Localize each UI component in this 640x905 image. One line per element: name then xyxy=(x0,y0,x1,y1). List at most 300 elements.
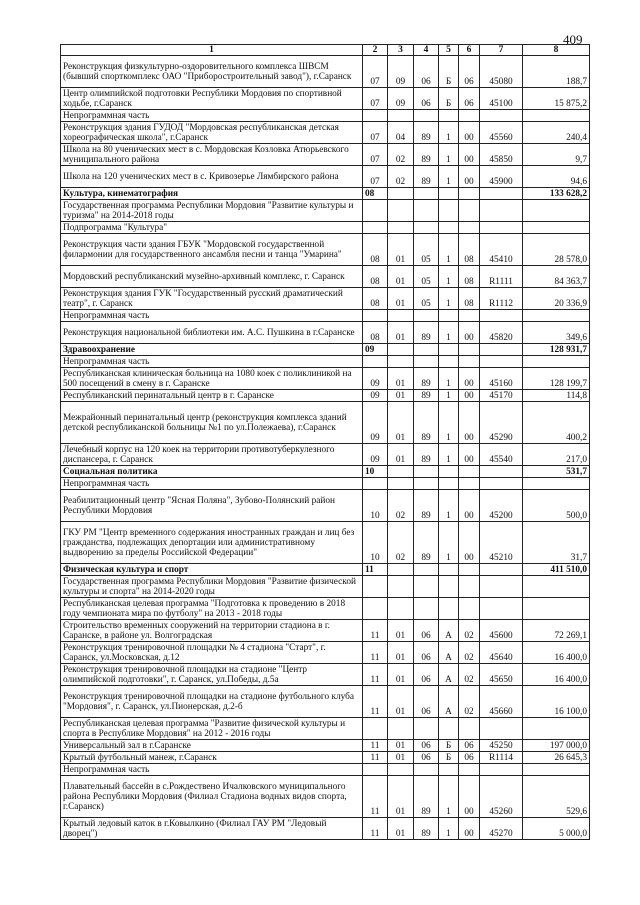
subprogram-code: 1 xyxy=(439,266,459,288)
subprogram-code xyxy=(439,356,459,368)
direction-code: 06 xyxy=(459,56,480,88)
subsection-code: 02 xyxy=(388,166,414,188)
direction-code: 00 xyxy=(459,322,480,344)
section-code xyxy=(363,222,388,234)
amount: 15 875,2 xyxy=(523,88,590,110)
section-code: 11 xyxy=(363,620,388,642)
target-code: 45850 xyxy=(480,144,523,166)
subsection-code xyxy=(388,576,414,598)
target-code xyxy=(480,200,523,222)
subsection-code: 01 xyxy=(388,740,414,752)
section-code xyxy=(363,110,388,122)
section-code: 09 xyxy=(363,402,388,444)
item-name: Крытый футбольный манеж, г.Саранск xyxy=(61,752,363,764)
subsection-code: 01 xyxy=(388,390,414,402)
table-row xyxy=(61,718,590,740)
target-code: 45290 xyxy=(480,402,523,444)
amount: 128 199,7 xyxy=(523,368,590,390)
program-code: 89 xyxy=(414,390,439,402)
subsection-code xyxy=(388,598,414,620)
section-code xyxy=(363,718,388,740)
section-code xyxy=(363,478,388,490)
target-code xyxy=(480,356,523,368)
section-row xyxy=(61,564,590,576)
amount: 72 269,1 xyxy=(523,620,590,642)
table-row xyxy=(61,642,590,664)
program-code: 89 xyxy=(414,490,439,522)
subprogram-code: 1 xyxy=(439,166,459,188)
item-name: Непрограммная часть xyxy=(61,356,363,368)
item-name: Реконструкция здания ГУДОД "Мордовская республиканская детская хореографическая школа", г.Саранск xyxy=(61,122,363,144)
program-code: 06 xyxy=(414,686,439,718)
direction-code xyxy=(459,718,480,740)
subprogram-code: 1 xyxy=(439,818,459,840)
program-code xyxy=(414,110,439,122)
section-code: 11 xyxy=(363,642,388,664)
amount: 400,2 xyxy=(523,402,590,444)
subsection-code xyxy=(388,478,414,490)
subsection-code xyxy=(388,466,414,478)
subprogram-code: 1 xyxy=(439,322,459,344)
table-row xyxy=(61,444,590,466)
item-name: Непрограммная часть xyxy=(61,764,363,776)
target-code xyxy=(480,344,523,356)
table-row xyxy=(61,222,590,234)
subsection-code: 01 xyxy=(388,818,414,840)
section-code: 07 xyxy=(363,122,388,144)
program-code xyxy=(414,188,439,200)
program-code: 06 xyxy=(414,752,439,764)
direction-code: 00 xyxy=(459,368,480,390)
item-name: Центр олимпийской подготовки Республики Мордовия по спортивной ходьбе, г.Саранск xyxy=(61,88,363,110)
amount: 500,0 xyxy=(523,490,590,522)
target-code: 45080 xyxy=(480,56,523,88)
column-header: 7 xyxy=(480,45,523,56)
subprogram-code: Б xyxy=(439,56,459,88)
section-code: 07 xyxy=(363,88,388,110)
table-row xyxy=(61,322,590,344)
section-code: 11 xyxy=(363,776,388,818)
item-name: Республиканская целевая программа "Развитие физической культуры и спорта в Республике Мордовия" на 2012 - 2016 годы xyxy=(61,718,363,740)
table-row xyxy=(61,402,590,444)
subsection-code: 09 xyxy=(388,56,414,88)
section-code: 08 xyxy=(363,322,388,344)
program-code: 89 xyxy=(414,166,439,188)
subprogram-code: А xyxy=(439,642,459,664)
amount: 114,8 xyxy=(523,390,590,402)
section-row xyxy=(61,188,590,200)
subprogram-code: 1 xyxy=(439,490,459,522)
section-code: 09 xyxy=(363,344,388,356)
table-body xyxy=(61,56,590,840)
subsection-code: 01 xyxy=(388,686,414,718)
table-row xyxy=(61,368,590,390)
table-row xyxy=(61,234,590,266)
target-code: 45560 xyxy=(480,122,523,144)
amount: 94,6 xyxy=(523,166,590,188)
program-code: 05 xyxy=(414,234,439,266)
direction-code xyxy=(459,564,480,576)
direction-code xyxy=(459,188,480,200)
amount: 16 400,0 xyxy=(523,642,590,664)
program-code xyxy=(414,576,439,598)
direction-code: 00 xyxy=(459,122,480,144)
subsection-code xyxy=(388,200,414,222)
amount: 5 000,0 xyxy=(523,818,590,840)
item-name: Лечебный корпус на 120 коек на территории противотуберкулезного диспансера, г. Саранск xyxy=(61,444,363,466)
target-code: R1112 xyxy=(480,288,523,310)
target-code xyxy=(480,222,523,234)
subprogram-code xyxy=(439,598,459,620)
amount: 349,6 xyxy=(523,322,590,344)
item-name: Культура, кинематография xyxy=(61,188,363,200)
program-code xyxy=(414,764,439,776)
direction-code: 08 xyxy=(459,234,480,266)
amount xyxy=(523,718,590,740)
direction-code: 00 xyxy=(459,444,480,466)
subsection-code xyxy=(388,764,414,776)
table-row xyxy=(61,752,590,764)
program-code: 06 xyxy=(414,664,439,686)
direction-code xyxy=(459,466,480,478)
item-name: Межрайонный перинатальный центр (реконструкция комплекса зданий детской республиканской больницы №1 по ул.Полежаева), г.Саранск xyxy=(61,402,363,444)
section-code: 09 xyxy=(363,368,388,390)
amount: 26 645,3 xyxy=(523,752,590,764)
item-name: Школа на 120 ученических мест в с. Кривозерье Лямбирского района xyxy=(61,166,363,188)
program-code: 89 xyxy=(414,402,439,444)
target-code xyxy=(480,466,523,478)
target-code: 45900 xyxy=(480,166,523,188)
subsection-code xyxy=(388,718,414,740)
program-code: 06 xyxy=(414,642,439,664)
target-code: R1111 xyxy=(480,266,523,288)
section-code: 11 xyxy=(363,664,388,686)
section-code: 11 xyxy=(363,752,388,764)
subprogram-code: Б xyxy=(439,752,459,764)
target-code xyxy=(480,310,523,322)
program-code: 89 xyxy=(414,122,439,144)
section-code: 10 xyxy=(363,522,388,564)
target-code xyxy=(480,478,523,490)
item-name: Подпрограмма "Культура" xyxy=(61,222,363,234)
table-row xyxy=(61,522,590,564)
table-row xyxy=(61,818,590,840)
subsection-code: 01 xyxy=(388,620,414,642)
subsection-code xyxy=(388,188,414,200)
item-name: Непрограммная часть xyxy=(61,110,363,122)
subprogram-code xyxy=(439,576,459,598)
table-row xyxy=(61,56,590,88)
program-code: 05 xyxy=(414,266,439,288)
item-name: Республиканская клиническая больница на 1080 коек с поликлиникой на 500 посещений в смену в г. Саранске xyxy=(61,368,363,390)
section-code: 11 xyxy=(363,740,388,752)
direction-code xyxy=(459,200,480,222)
section-code: 10 xyxy=(363,490,388,522)
target-code: 45210 xyxy=(480,522,523,564)
section-code: 11 xyxy=(363,818,388,840)
amount: 84 363,7 xyxy=(523,266,590,288)
table-row xyxy=(61,598,590,620)
direction-code: 08 xyxy=(459,266,480,288)
subsection-code: 01 xyxy=(388,322,414,344)
item-name: Реабилитационный центр "Ясная Поляна", Зубово-Полянский район Республики Мордовия xyxy=(61,490,363,522)
subprogram-code: 1 xyxy=(439,522,459,564)
subprogram-code: А xyxy=(439,686,459,718)
amount: 28 578,0 xyxy=(523,234,590,266)
column-header: 2 xyxy=(363,45,388,56)
program-code: 89 xyxy=(414,144,439,166)
page-number: 409 xyxy=(563,32,583,47)
item-name: Непрограммная часть xyxy=(61,310,363,322)
item-name: Крытый ледовый каток в г.Ковылкино (Филиал ГАУ РМ "Ледовый дворец") xyxy=(61,818,363,840)
program-code xyxy=(414,598,439,620)
section-code: 08 xyxy=(363,266,388,288)
target-code: 45200 xyxy=(480,490,523,522)
direction-code xyxy=(459,344,480,356)
subprogram-code: А xyxy=(439,620,459,642)
subsection-code: 02 xyxy=(388,144,414,166)
amount xyxy=(523,764,590,776)
amount: 529,6 xyxy=(523,776,590,818)
direction-code: 08 xyxy=(459,288,480,310)
direction-code: 02 xyxy=(459,664,480,686)
item-name: Реконструкция части здания ГБУК "Мордовской государственной филармонии для государственного ансамбля песни и танца "Умарина" xyxy=(61,234,363,266)
amount: 20 336,9 xyxy=(523,288,590,310)
item-name: Социальная политика xyxy=(61,466,363,478)
subprogram-code xyxy=(439,344,459,356)
item-name: ГКУ РМ "Центр временного содержания иностранных граждан и лиц без гражданства, подлежащих депортации или административному выдворению за пределы Российской Федерации" xyxy=(61,522,363,564)
direction-code xyxy=(459,478,480,490)
target-code: 45650 xyxy=(480,664,523,686)
direction-code: 00 xyxy=(459,390,480,402)
item-name: Реконструкция тренировочной площадки № 4 стадиона "Старт", г. Саранск, ул.Московская, д.12 xyxy=(61,642,363,664)
amount: 217,0 xyxy=(523,444,590,466)
item-name: Реконструкция здания ГУК "Государственный русский драматический театр", г. Саранск xyxy=(61,288,363,310)
target-code: 45540 xyxy=(480,444,523,466)
budget-table xyxy=(60,44,590,840)
target-code xyxy=(480,564,523,576)
target-code xyxy=(480,576,523,598)
program-code xyxy=(414,310,439,322)
subprogram-code: 1 xyxy=(439,776,459,818)
item-name: Государственная программа Республики Мордовия "Развитие культуры и туризма" на 2014-2018 годы xyxy=(61,200,363,222)
section-code: 10 xyxy=(363,466,388,478)
program-code: 06 xyxy=(414,740,439,752)
column-header: 3 xyxy=(388,45,414,56)
amount xyxy=(523,200,590,222)
item-name: Школа на 80 ученических мест в с. Мордовская Козловка Атюрьевского муниципального района xyxy=(61,144,363,166)
direction-code: 00 xyxy=(459,166,480,188)
program-code: 05 xyxy=(414,288,439,310)
direction-code xyxy=(459,598,480,620)
target-code: 45100 xyxy=(480,88,523,110)
item-name: Реконструкция тренировочной площадки на стадионе футбольного клуба "Мордовия", г. Саранск, ул.Пионерская, д.2-б xyxy=(61,686,363,718)
direction-code: 00 xyxy=(459,818,480,840)
direction-code xyxy=(459,356,480,368)
subsection-code: 01 xyxy=(388,444,414,466)
section-row xyxy=(61,344,590,356)
section-code: 08 xyxy=(363,288,388,310)
target-code: 45820 xyxy=(480,322,523,344)
amount: 9,7 xyxy=(523,144,590,166)
amount xyxy=(523,478,590,490)
target-code: 45270 xyxy=(480,818,523,840)
subprogram-code xyxy=(439,564,459,576)
program-code: 89 xyxy=(414,522,439,564)
table-row xyxy=(61,110,590,122)
table-row xyxy=(61,686,590,718)
amount xyxy=(523,222,590,234)
item-name: Строительство временных сооружений на территории стадиона в г. Саранске, в районе ул. Волгоградская xyxy=(61,620,363,642)
program-code xyxy=(414,356,439,368)
amount: 411 510,0 xyxy=(523,564,590,576)
amount: 133 628,2 xyxy=(523,188,590,200)
table-row xyxy=(61,266,590,288)
table-row xyxy=(61,478,590,490)
table-row xyxy=(61,200,590,222)
subprogram-code xyxy=(439,466,459,478)
subprogram-code xyxy=(439,764,459,776)
direction-code: 00 xyxy=(459,144,480,166)
subprogram-code: Б xyxy=(439,740,459,752)
column-header: 8 xyxy=(523,45,590,56)
direction-code xyxy=(459,764,480,776)
target-code xyxy=(480,718,523,740)
subprogram-code: 1 xyxy=(439,144,459,166)
subprogram-code: 1 xyxy=(439,288,459,310)
subprogram-code xyxy=(439,478,459,490)
item-name: Мордовский республиканский музейно-архивный комплекс, г. Саранск xyxy=(61,266,363,288)
program-code: 06 xyxy=(414,56,439,88)
subprogram-code: 1 xyxy=(439,122,459,144)
direction-code: 00 xyxy=(459,490,480,522)
program-code: 06 xyxy=(414,88,439,110)
section-code xyxy=(363,310,388,322)
target-code: 45410 xyxy=(480,234,523,266)
subsection-code: 01 xyxy=(388,776,414,818)
section-code xyxy=(363,598,388,620)
subprogram-code xyxy=(439,310,459,322)
section-code xyxy=(363,576,388,598)
section-code: 08 xyxy=(363,188,388,200)
direction-code xyxy=(459,110,480,122)
subsection-code xyxy=(388,310,414,322)
table-row xyxy=(61,390,590,402)
subsection-code: 01 xyxy=(388,234,414,266)
table-row xyxy=(61,776,590,818)
target-code: 45170 xyxy=(480,390,523,402)
subsection-code: 01 xyxy=(388,288,414,310)
subprogram-code: 1 xyxy=(439,444,459,466)
direction-code: 00 xyxy=(459,776,480,818)
target-code xyxy=(480,110,523,122)
subprogram-code: А xyxy=(439,664,459,686)
target-code xyxy=(480,188,523,200)
table-row xyxy=(61,288,590,310)
subsection-code: 02 xyxy=(388,522,414,564)
table-row xyxy=(61,310,590,322)
section-code: 09 xyxy=(363,444,388,466)
target-code: 45260 xyxy=(480,776,523,818)
subsection-code: 01 xyxy=(388,642,414,664)
target-code: 45600 xyxy=(480,620,523,642)
target-code xyxy=(480,598,523,620)
program-code xyxy=(414,466,439,478)
program-code: 06 xyxy=(414,620,439,642)
table-row xyxy=(61,144,590,166)
program-code xyxy=(414,564,439,576)
subsection-code: 01 xyxy=(388,402,414,444)
item-name: Реконструкция национальной библиотеки им. А.С. Пушкина в г.Саранске xyxy=(61,322,363,344)
section-code: 07 xyxy=(363,166,388,188)
subsection-code xyxy=(388,344,414,356)
subprogram-code: 1 xyxy=(439,368,459,390)
subsection-code: 01 xyxy=(388,664,414,686)
direction-code: 02 xyxy=(459,642,480,664)
section-code: 07 xyxy=(363,56,388,88)
column-header: 4 xyxy=(414,45,439,56)
subprogram-code: 1 xyxy=(439,234,459,266)
section-row xyxy=(61,466,590,478)
item-name: Республиканская целевая программа "Подготовка к проведению в 2018 году чемпионата мира по футболу" на 2013 - 2018 годы xyxy=(61,598,363,620)
direction-code xyxy=(459,576,480,598)
section-code: 07 xyxy=(363,144,388,166)
table-row xyxy=(61,490,590,522)
table-row xyxy=(61,356,590,368)
direction-code: 06 xyxy=(459,752,480,764)
amount xyxy=(523,576,590,598)
direction-code: 00 xyxy=(459,522,480,564)
program-code xyxy=(414,200,439,222)
item-name: Здравоохранение xyxy=(61,344,363,356)
section-code xyxy=(363,356,388,368)
subprogram-code xyxy=(439,222,459,234)
subprogram-code xyxy=(439,188,459,200)
program-code xyxy=(414,222,439,234)
amount xyxy=(523,310,590,322)
direction-code: 02 xyxy=(459,686,480,718)
subsection-code xyxy=(388,110,414,122)
subsection-code: 01 xyxy=(388,368,414,390)
program-code: 89 xyxy=(414,444,439,466)
direction-code: 02 xyxy=(459,620,480,642)
amount: 31,7 xyxy=(523,522,590,564)
table-header-row xyxy=(61,45,590,56)
section-code xyxy=(363,764,388,776)
table-row xyxy=(61,166,590,188)
subsection-code: 01 xyxy=(388,752,414,764)
subsection-code xyxy=(388,564,414,576)
program-code: 89 xyxy=(414,818,439,840)
column-header: 1 xyxy=(61,45,363,56)
amount: 188,7 xyxy=(523,56,590,88)
amount xyxy=(523,110,590,122)
item-name: Республиканский перинатальный центр в г. Саранске xyxy=(61,390,363,402)
subprogram-code: 1 xyxy=(439,390,459,402)
table-row xyxy=(61,122,590,144)
target-code: R1114 xyxy=(480,752,523,764)
column-header: 6 xyxy=(459,45,480,56)
subprogram-code: 1 xyxy=(439,402,459,444)
direction-code: 06 xyxy=(459,88,480,110)
subprogram-code: Б xyxy=(439,88,459,110)
subsection-code: 01 xyxy=(388,266,414,288)
table-row xyxy=(61,620,590,642)
subprogram-code xyxy=(439,200,459,222)
target-code: 45250 xyxy=(480,740,523,752)
section-code xyxy=(363,200,388,222)
target-code xyxy=(480,764,523,776)
